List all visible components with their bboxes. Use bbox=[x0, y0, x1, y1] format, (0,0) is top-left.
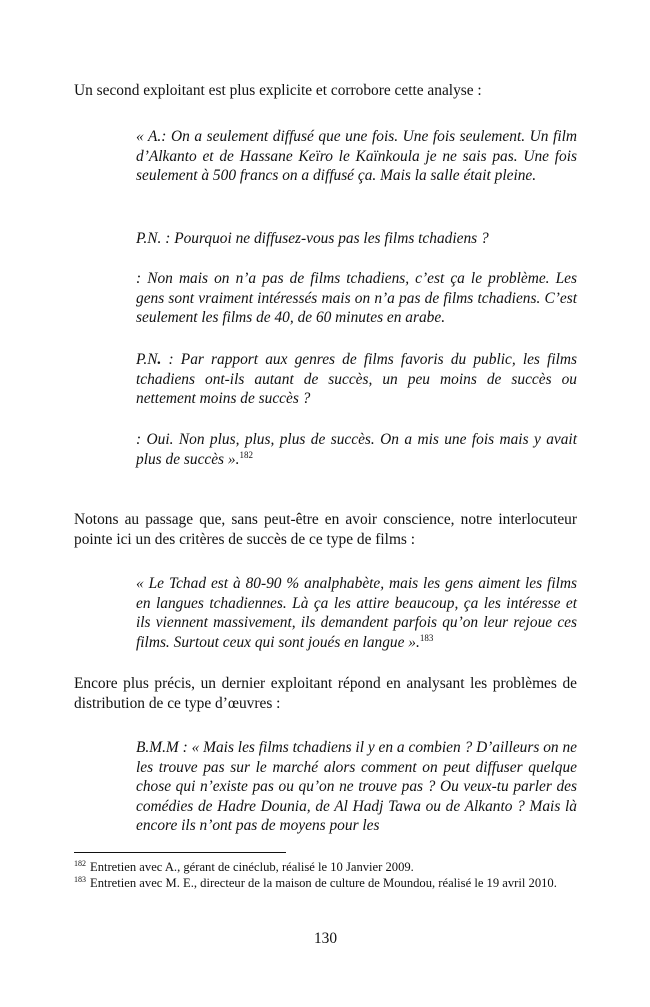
quote-tchad-illiteracy-text: « Le Tchad est à 80-90 % analphabète, mais les gens aiment les films en langues tchadiennes. Là ça les attire beaucoup, ça les intéresse et ils viennent massivement, ils demandent parfois qu’on leur rejoue ces films. Surtout ceux qui sont joués en langue ». bbox=[136, 575, 577, 651]
quote-question-genres bbox=[136, 350, 577, 409]
footnote-number-183: 183 bbox=[74, 874, 86, 884]
footnote-text-182: Entretien avec A., gérant de cinéclub, réalisé le 10 Janvier 2009. bbox=[90, 860, 414, 874]
footnote-number-182: 182 bbox=[74, 858, 86, 868]
quote-speaker-pn: P.N bbox=[136, 351, 158, 368]
footnote-ref-182[interactable]: 182 bbox=[239, 449, 253, 460]
quote-tchad-illiteracy bbox=[136, 574, 577, 652]
footnote-text-183: Entretien avec M. E., directeur de la maison de culture de Moundou, réalisé le 19 avril 2010. bbox=[90, 876, 557, 890]
page-number: 130 bbox=[313, 930, 338, 947]
footnote-ref-183[interactable]: 183 bbox=[419, 632, 434, 643]
paragraph-last-operator: Encore plus précis, un dernier exploitant répond en analysant les problèmes de distribution de ce type d’œuvres : bbox=[74, 675, 577, 712]
quote-question-pn: P.N. : Pourquoi ne diffusez-vous pas les films tchadiens ? bbox=[136, 230, 489, 247]
quote-answer-more-success bbox=[136, 430, 577, 469]
quote-bmm-distribution: B.M.M : « Mais les films tchadiens il y en a combien ? D’ailleurs on ne les trouve pas sur le marché alors comment on peut diffuser quelque chose qui n’existe pas ou qu’on ne trouve pas ? Ou veux-tu parler des comédies de Hadre Dounia, de Al Hadj Tawa ou de Alkanto ? Mais là encore ils n’ont pas de moyens pour les bbox=[136, 739, 577, 834]
paragraph-noting-criteria: Notons au passage que, sans peut-être en avoir conscience, notre interlocuteur pointe ici un des critères de succès de ce type de films : bbox=[74, 511, 577, 548]
footnote-183 bbox=[74, 875, 577, 891]
quote-answer-more-success-text: : Oui. Non plus, plus, plus de succès. On a mis une fois mais y avait plus de succès ». bbox=[136, 431, 577, 468]
quote-interview-a-opening: « A.: On a seulement diffusé que une fois. Une fois seulement. Un film d’Alkanto et de Hassane Keïro le Kaïnkoula je ne sais pas. Une fois seulement à 500 francs on a diffusé ça. Mais la salle était pleine. bbox=[136, 128, 577, 184]
paragraph-intro-second-operator: Un second exploitant est plus explicite et corrobore cette analyse : bbox=[74, 82, 482, 99]
footnote-separator bbox=[74, 852, 286, 853]
footnote-182 bbox=[74, 859, 577, 875]
quote-speaker-bold-period: . bbox=[157, 351, 162, 368]
quote-answer-no-chadian-films: : Non mais on n’a pas de films tchadiens, c’est ça le problème. Les gens sont vraiment intéressés mais on n’a pas de films tchadiens. C’est seulement les films de 40, de 60 minutes en arabe. bbox=[136, 270, 577, 326]
quote-question-genres-text: : Par rapport aux genres de films favoris du public, les films tchadiens ont-ils autant de succès, un peu moins de succès ou nettement moins de succès ? bbox=[136, 351, 577, 407]
